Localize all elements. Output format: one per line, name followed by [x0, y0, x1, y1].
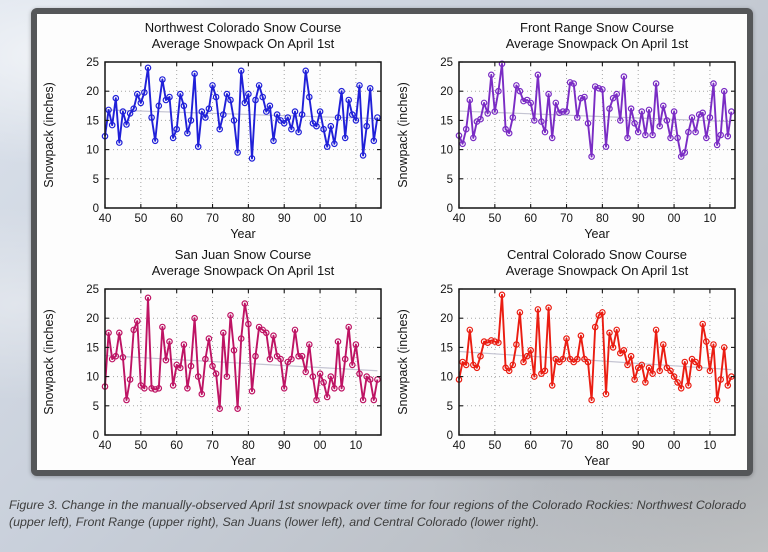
svg-text:70: 70 [560, 212, 573, 225]
svg-text:10: 10 [349, 212, 363, 225]
svg-text:40: 40 [98, 439, 112, 452]
svg-text:50: 50 [488, 212, 502, 225]
svg-text:Snowpack (inches): Snowpack (inches) [396, 81, 410, 188]
svg-text:40: 40 [452, 212, 466, 225]
svg-text:San Juan Snow Course: San Juan Snow Course [174, 246, 312, 262]
svg-text:5: 5 [92, 400, 99, 413]
front-range-chart [393, 16, 745, 242]
svg-text:10: 10 [440, 371, 453, 384]
svg-text:10: 10 [703, 439, 717, 452]
svg-text:Snowpack (inches): Snowpack (inches) [42, 308, 56, 415]
svg-text:20: 20 [86, 85, 99, 98]
svg-text:25: 25 [86, 56, 99, 69]
chart-san-juan [38, 242, 392, 469]
svg-text:10: 10 [349, 439, 363, 452]
charts-grid [37, 14, 747, 470]
svg-text:Average Snowpack On April 1st: Average Snowpack On April 1st [151, 262, 335, 278]
svg-text:80: 80 [595, 439, 609, 452]
svg-text:Average Snowpack On April 1st: Average Snowpack On April 1st [505, 262, 689, 278]
svg-text:90: 90 [631, 439, 645, 452]
svg-text:60: 60 [170, 439, 184, 452]
svg-text:20: 20 [440, 85, 453, 98]
svg-text:90: 90 [631, 212, 645, 225]
svg-text:60: 60 [170, 212, 184, 225]
svg-text:10: 10 [86, 371, 99, 384]
central-colorado-chart [393, 243, 745, 469]
svg-text:20: 20 [86, 312, 99, 325]
svg-text:10: 10 [86, 144, 99, 157]
san-juan-chart [39, 243, 391, 469]
svg-text:0: 0 [446, 202, 453, 215]
svg-text:5: 5 [92, 173, 99, 186]
svg-text:15: 15 [440, 114, 453, 127]
svg-text:20: 20 [440, 312, 453, 325]
svg-text:Average Snowpack On April 1st: Average Snowpack On April 1st [151, 35, 335, 51]
svg-text:80: 80 [241, 212, 255, 225]
svg-text:15: 15 [440, 341, 453, 354]
svg-text:Central Colorado Snow Course: Central Colorado Snow Course [507, 246, 687, 262]
svg-text:25: 25 [86, 283, 99, 296]
svg-text:25: 25 [440, 56, 453, 69]
svg-text:15: 15 [86, 114, 99, 127]
svg-text:0: 0 [92, 202, 99, 215]
svg-text:10: 10 [440, 144, 453, 157]
svg-text:40: 40 [98, 212, 112, 225]
svg-text:25: 25 [440, 283, 453, 296]
svg-text:60: 60 [524, 439, 538, 452]
svg-text:Average Snowpack On April 1st: Average Snowpack On April 1st [505, 35, 689, 51]
svg-text:Year: Year [584, 226, 610, 241]
svg-text:70: 70 [206, 439, 219, 452]
svg-text:5: 5 [446, 400, 453, 413]
svg-text:00: 00 [313, 212, 327, 225]
svg-text:50: 50 [134, 439, 148, 452]
svg-text:Snowpack (inches): Snowpack (inches) [396, 308, 410, 415]
figure-frame [31, 8, 753, 476]
svg-text:80: 80 [595, 212, 609, 225]
svg-text:60: 60 [524, 212, 538, 225]
svg-text:Front Range Snow Course: Front Range Snow Course [520, 19, 674, 35]
svg-text:00: 00 [667, 212, 681, 225]
chart-northwest-colorado [38, 15, 392, 242]
svg-text:15: 15 [86, 341, 99, 354]
svg-text:5: 5 [446, 173, 453, 186]
chart-front-range [392, 15, 746, 242]
svg-text:Year: Year [230, 226, 256, 241]
svg-text:40: 40 [452, 439, 466, 452]
figure-caption: Figure 3. Change in the manually-observed April 1st snowpack over time for four regions of the Colorado Rockies: Northwest Colorado (upper left), Front Range (upper right), San Juans (lower left), and Central Colorado (lower right). [9, 498, 747, 529]
svg-text:50: 50 [488, 439, 502, 452]
chart-central-colorado [392, 242, 746, 469]
svg-text:Northwest Colorado Snow Course: Northwest Colorado Snow Course [144, 19, 342, 35]
svg-text:Snowpack (inches): Snowpack (inches) [42, 81, 56, 188]
svg-text:Year: Year [584, 453, 610, 468]
svg-text:10: 10 [703, 212, 717, 225]
northwest-colorado-chart [39, 16, 391, 242]
svg-text:0: 0 [92, 429, 99, 442]
svg-text:70: 70 [206, 212, 219, 225]
svg-text:80: 80 [241, 439, 255, 452]
svg-text:90: 90 [277, 439, 291, 452]
svg-text:50: 50 [134, 212, 148, 225]
svg-text:00: 00 [667, 439, 681, 452]
svg-text:00: 00 [313, 439, 327, 452]
svg-text:70: 70 [560, 439, 573, 452]
svg-text:Year: Year [230, 453, 256, 468]
svg-text:90: 90 [277, 212, 291, 225]
svg-text:0: 0 [446, 429, 453, 442]
